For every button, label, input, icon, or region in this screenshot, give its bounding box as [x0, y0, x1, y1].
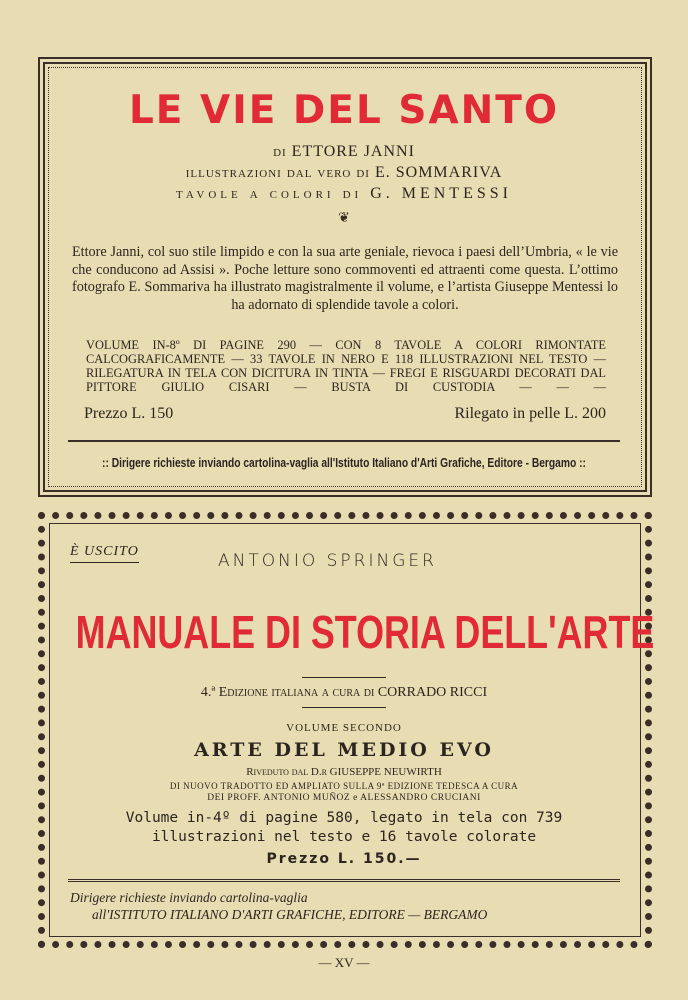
ad1-plates-line: tavole a colori di G. MENTESSI — [176, 185, 512, 202]
ad2-details-2: illustrazioni nel testo e 16 tavole colorate — [151, 829, 537, 845]
ad1-leather-price: Rilegato in pelle L. 200 — [454, 405, 606, 422]
page-number: — XV — — [318, 955, 370, 970]
ad2-revised: Riveduto dal D.r GIUSEPPE NEUWIRTH — [246, 766, 442, 778]
ad2-translated: DI NUOVO TRADOTTO ED AMPLIATO SULLA 9ª EDIZIONE TEDESCA A CURA — [169, 781, 519, 791]
ad1-author-line: di ETTORE JANNI — [273, 143, 415, 160]
ad2-subtitle: ARTE DEL MEDIO EVO — [194, 739, 494, 761]
ad1-specs: VOLUME IN-8º DI PAGINE 290 — CON 8 TAVOLE A COLORI RIMONTATE CALCOGRAFICAMENTE — 33 TAVOLE IN NERO E 118 ILLUSTRAZIONI NEL TESTO — RILEGATURA IN TELA CON DICITURA IN TINTA — FREGI E RISGUARDI DECORATI DAL PITTORE GIULIO CISARI — BUSTA DI CUSTODIA — — — — [86, 338, 606, 394]
ad2-title: MANUALE DI STORIA DELL'ARTE — [75, 606, 655, 658]
ad1-illustrations-line: illustrazioni dal vero di E. SOMMARIVA — [185, 164, 503, 181]
ad1-description: Ettore Janni, col suo stile limpido e con la sua arte geniale, rievoca i paesi dell’Umbria, « le vie che conducono ad Assisi ». Poche letture sono commoventi ed attraenti come questa. L’ottimo fotografo E. Sommariva ha illustrato magistralmente il volume, e l’artista Giuseppe Mentessi lo ha adornato di splendide tavole a colori. — [72, 244, 618, 313]
ad2-editors: DEI PROFF. ANTONIO MUÑOZ e ALESSANDRO CRUCIANI — [207, 793, 481, 803]
ad2-badge: È USCITO — [70, 544, 139, 563]
ad1-price: Prezzo L. 150 — [84, 405, 174, 422]
ad1-rule — [68, 440, 620, 442]
ad2-author: ANTONIO SPRINGER — [218, 551, 437, 571]
ornament-icon: ❦ — [338, 211, 350, 226]
ad1-order-note: :: Dirigere richieste inviando cartolina-vaglia all'Istituto Italiano d'Arti Grafiche, Editore - Bergamo :: — [102, 456, 586, 470]
ad2-volume: VOLUME SECONDO — [286, 722, 402, 734]
ad2-rule-bottom — [302, 707, 386, 708]
ad2-details-1: Volume in-4º di pagine 580, legato in tela con 739 — [125, 810, 563, 826]
ad2-edition: 4.ª Edizione italiana a cura di CORRADO RICCI — [200, 685, 488, 700]
ad2-rule-top — [302, 677, 386, 678]
ad2-order-1: Dirigere richieste inviando cartolina-vaglia — [70, 890, 308, 905]
ad2-price: Prezzo L. 150.— — [266, 851, 422, 867]
ad1-title: LE VIE DEL SANTO — [128, 88, 560, 133]
ad2-order-2: all'ISTITUTO ITALIANO D'ARTI GRAFICHE, EDITORE — BERGAMO — [92, 907, 488, 922]
ad2-rule — [68, 879, 620, 882]
